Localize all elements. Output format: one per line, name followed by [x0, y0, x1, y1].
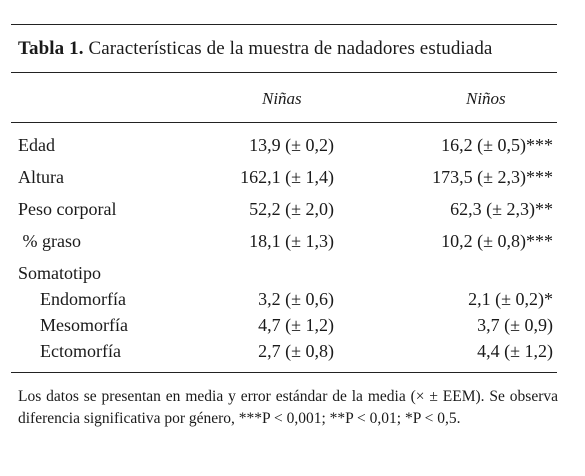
table-title: [18, 38, 492, 60]
cell-graso-ninas: 18,1 (± 1,3): [249, 231, 334, 251]
cell-ectomorfia-ninos: 4,4 (± 1,2): [477, 341, 553, 361]
row-label-edad: Edad: [18, 135, 55, 155]
row-label-peso: Peso corporal: [18, 199, 117, 219]
cell-endomorfia-ninas: 3,2 (± 0,6): [258, 289, 334, 309]
row-label-endomorfia: Endomorfía: [40, 289, 126, 309]
cell-peso-ninos: 62,3 (± 2,3)**: [450, 199, 553, 219]
cell-ectomorfia-ninas: 2,7 (± 0,8): [258, 341, 334, 361]
column-header-ninas: Niñas: [262, 89, 302, 108]
cell-edad-ninas: 13,9 (± 0,2): [249, 135, 334, 155]
cell-graso-ninos: 10,2 (± 0,8)***: [441, 231, 553, 251]
cell-mesomorfia-ninas: 4,7 (± 1,2): [258, 315, 334, 335]
row-label-graso: % graso: [18, 231, 81, 251]
cell-mesomorfia-ninos: 3,7 (± 0,9): [477, 315, 553, 335]
column-header-ninos: Niños: [466, 89, 506, 108]
row-label-mesomorfia: Mesomorfía: [40, 315, 128, 335]
cell-endomorfia-ninos: 2,1 (± 0,2)*: [468, 289, 553, 309]
row-label-ectomorfia: Ectomorfía: [40, 341, 121, 361]
cell-altura-ninos: 173,5 (± 2,3)***: [432, 167, 553, 187]
row-label-somatotipo: Somatotipo: [18, 263, 102, 283]
top-rule: [11, 24, 557, 25]
table-footnote: Los datos se presentan en media y error estándar de la media (× ± EEM). Se observa diferencia significativa por género, ***P < 0,001; **P < 0,01; *P < 0,5.: [18, 388, 558, 427]
cell-altura-ninas: 162,1 (± 1,4): [240, 167, 334, 187]
table-number: Tabla 1.: [18, 38, 84, 59]
table-caption: Características de la muestra de nadadores estudiada: [88, 38, 493, 59]
row-label-altura: Altura: [18, 167, 64, 187]
caption-rule: [11, 72, 557, 73]
cell-edad-ninos: 16,2 (± 0,5)***: [441, 135, 553, 155]
bottom-rule: [11, 372, 557, 373]
cell-peso-ninas: 52,2 (± 2,0): [249, 199, 334, 219]
header-rule: [11, 122, 557, 123]
